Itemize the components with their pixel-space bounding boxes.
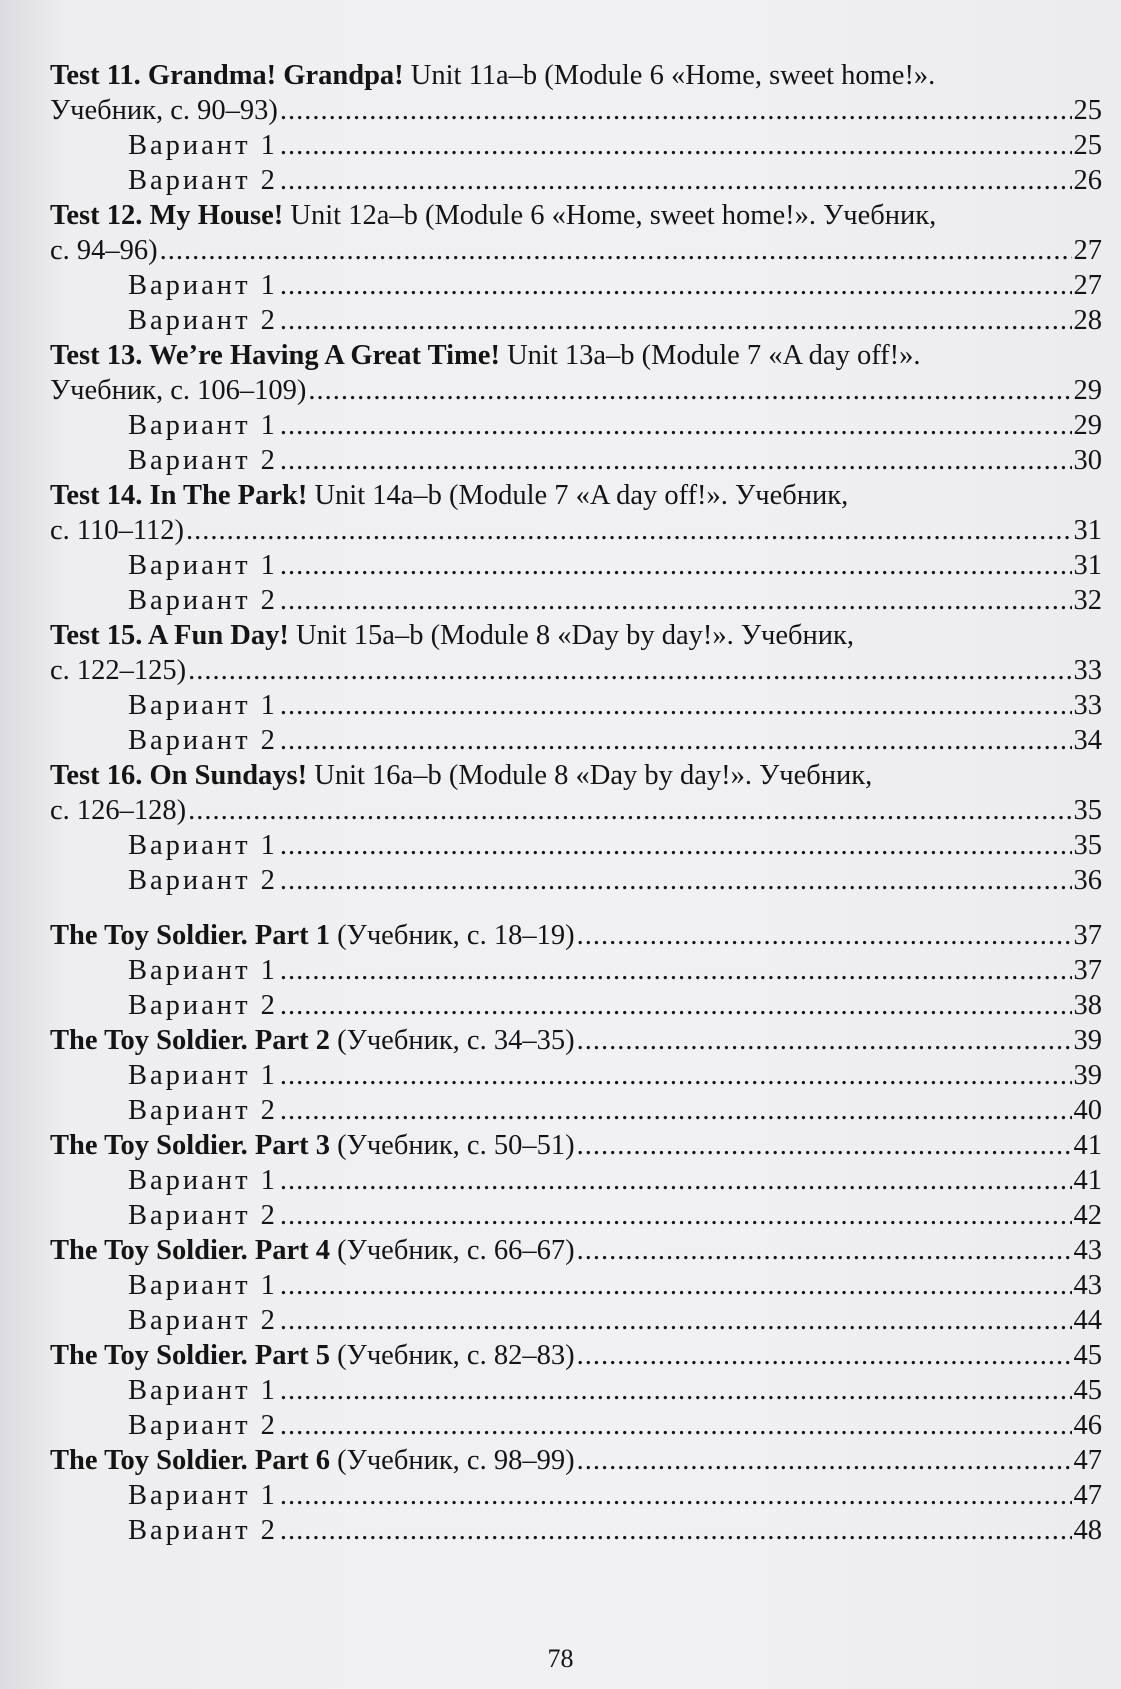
entry-title-bold: The Toy Soldier. Part 5 xyxy=(50,1340,331,1371)
toc-entry-story-part-6 xyxy=(50,1443,1102,1548)
entry-continuation: Учебник, с. 106–109) xyxy=(50,375,307,406)
dot-leader xyxy=(280,583,1072,618)
variant-line xyxy=(50,1513,1102,1548)
page-footer-number: 78 xyxy=(547,1644,574,1673)
variant-line xyxy=(50,303,1102,338)
entry-title-rest: (Учебник, с. 82–83) xyxy=(330,1340,575,1371)
entry-title-rest: (Учебник, с. 98–99) xyxy=(330,1445,575,1476)
variant-line xyxy=(50,863,1102,898)
entry-page-number: 43 xyxy=(1073,1235,1102,1266)
entry-title-bold: The Toy Soldier. Part 6 xyxy=(50,1445,331,1476)
entry-title-line xyxy=(50,58,1102,93)
dot-leader xyxy=(280,268,1072,303)
toc-entry-story-part-5 xyxy=(50,1338,1102,1443)
variant-line xyxy=(50,1198,1102,1233)
dot-leader xyxy=(280,93,1072,128)
variant-page-number: 40 xyxy=(1073,1095,1102,1126)
dot-leader xyxy=(280,163,1072,198)
variant-label: Вариант 2 xyxy=(128,1095,278,1126)
variant-line xyxy=(50,268,1102,303)
dot-leader xyxy=(280,1058,1072,1093)
entry-continuation: Учебник, с. 90–93) xyxy=(50,95,278,126)
variant-label: Вариант 2 xyxy=(128,990,278,1021)
variant-line xyxy=(50,1093,1102,1128)
entry-title-line xyxy=(50,1233,1102,1268)
variant-label: Вариант 1 xyxy=(128,690,278,721)
entry-title-rest: (Учебник, с. 18–19) xyxy=(330,920,575,951)
variant-page-number: 31 xyxy=(1073,550,1102,581)
section-gap xyxy=(50,898,1102,918)
dot-leader xyxy=(280,1198,1072,1233)
entry-title-bold: The Toy Soldier. Part 1 xyxy=(50,920,331,951)
dot-leader xyxy=(280,1268,1072,1303)
dot-leader xyxy=(280,1163,1072,1198)
entry-continuation-line xyxy=(50,653,1102,688)
variant-label: Вариант 1 xyxy=(128,410,278,441)
variant-label: Вариант 1 xyxy=(128,130,278,161)
entry-title-bold: Test 12. My House! xyxy=(50,200,284,231)
variant-line xyxy=(50,1373,1102,1408)
entry-continuation-line xyxy=(50,373,1102,408)
variant-line xyxy=(50,688,1102,723)
entry-title-rest: Unit 11a–b (Module 6 «Home, sweet home!». xyxy=(403,60,936,91)
entry-page-number: 39 xyxy=(1073,1025,1102,1056)
variant-page-number: 41 xyxy=(1073,1165,1102,1196)
entry-continuation-line xyxy=(50,233,1102,268)
variant-page-number: 32 xyxy=(1073,585,1102,616)
entry-continuation: с. 126–128) xyxy=(50,795,187,826)
variant-page-number: 43 xyxy=(1073,1270,1102,1301)
entry-page-number: 27 xyxy=(1073,235,1102,266)
entry-page-number: 37 xyxy=(1073,920,1102,951)
variant-page-number: 45 xyxy=(1073,1375,1102,1406)
entry-title-rest: Unit 12a–b (Module 6 «Home, sweet home!». Учебник, xyxy=(283,200,937,231)
dot-leader xyxy=(280,828,1072,863)
dot-leader xyxy=(280,1513,1072,1548)
toc-entry-test-11 xyxy=(50,58,1102,198)
dot-leader xyxy=(577,1233,1072,1268)
variant-line xyxy=(50,1268,1102,1303)
variant-label: Вариант 2 xyxy=(128,1410,278,1441)
variant-line xyxy=(50,828,1102,863)
dot-leader xyxy=(160,233,1072,268)
entry-title-line xyxy=(50,618,1102,653)
variant-label: Вариант 2 xyxy=(128,865,278,896)
entry-title-rest: (Учебник, с. 66–67) xyxy=(330,1235,575,1266)
variant-line xyxy=(50,443,1102,478)
variant-label: Вариант 1 xyxy=(128,1165,278,1196)
table-of-contents xyxy=(50,58,1102,1548)
variant-label: Вариант 2 xyxy=(128,585,278,616)
variant-page-number: 30 xyxy=(1073,445,1102,476)
entry-title-bold: Test 15. A Fun Day! xyxy=(50,620,289,651)
variant-page-number: 29 xyxy=(1073,410,1102,441)
dot-leader xyxy=(280,1373,1072,1408)
entry-title-rest: Unit 15a–b (Module 8 «Day by day!». Учебник, xyxy=(288,620,854,651)
entry-page-number: 47 xyxy=(1073,1445,1102,1476)
variant-label: Вариант 1 xyxy=(128,1480,278,1511)
dot-leader xyxy=(577,918,1072,953)
toc-entry-story-part-1 xyxy=(50,918,1102,1023)
entry-continuation-line xyxy=(50,93,1102,128)
dot-leader xyxy=(308,373,1071,408)
variant-line xyxy=(50,163,1102,198)
variant-page-number: 27 xyxy=(1073,270,1102,301)
entry-continuation-line xyxy=(50,793,1102,828)
entry-title-line xyxy=(50,198,1102,233)
toc-entry-story-part-2 xyxy=(50,1023,1102,1128)
dot-leader xyxy=(280,1093,1072,1128)
variant-page-number: 25 xyxy=(1073,130,1102,161)
dot-leader xyxy=(280,408,1072,443)
variant-label: Вариант 1 xyxy=(128,270,278,301)
variant-label: Вариант 1 xyxy=(128,550,278,581)
entry-title-line xyxy=(50,1338,1102,1373)
dot-leader xyxy=(280,443,1072,478)
entry-title-line xyxy=(50,1443,1102,1478)
variant-line xyxy=(50,1163,1102,1198)
dot-leader xyxy=(577,1128,1072,1163)
entry-title-rest: Unit 13a–b (Module 7 «A day off!». xyxy=(499,340,921,371)
toc-entry-test-14 xyxy=(50,478,1102,618)
dot-leader xyxy=(186,513,1071,548)
variant-line xyxy=(50,1303,1102,1338)
dot-leader xyxy=(280,303,1072,338)
dot-leader xyxy=(577,1338,1072,1373)
variant-line xyxy=(50,583,1102,618)
entry-page-number: 33 xyxy=(1073,655,1102,686)
dot-leader xyxy=(280,128,1072,163)
variant-label: Вариант 1 xyxy=(128,1270,278,1301)
entry-title-line xyxy=(50,338,1102,373)
dot-leader xyxy=(280,548,1072,583)
variant-line xyxy=(50,128,1102,163)
entry-continuation: с. 94–96) xyxy=(50,235,158,266)
variant-label: Вариант 2 xyxy=(128,305,278,336)
entry-title-bold: Test 13. We’re Having A Great Time! xyxy=(50,340,500,371)
dot-leader xyxy=(280,688,1072,723)
entry-title-rest: (Учебник, с. 34–35) xyxy=(330,1025,575,1056)
entry-page-number: 25 xyxy=(1073,95,1102,126)
entry-title-rest: (Учебник, с. 50–51) xyxy=(330,1130,575,1161)
variant-page-number: 33 xyxy=(1073,690,1102,721)
variant-line xyxy=(50,408,1102,443)
entry-page-number: 35 xyxy=(1073,795,1102,826)
entry-page-number: 29 xyxy=(1073,375,1102,406)
variant-label: Вариант 2 xyxy=(128,445,278,476)
toc-entry-test-13 xyxy=(50,338,1102,478)
variant-page-number: 37 xyxy=(1073,955,1102,986)
variant-label: Вариант 2 xyxy=(128,1305,278,1336)
variant-page-number: 48 xyxy=(1073,1515,1102,1546)
entry-title-bold: Test 14. In The Park! xyxy=(50,480,308,511)
variant-label: Вариант 2 xyxy=(128,1515,278,1546)
entry-title-rest: Unit 14a–b (Module 7 «A day off!». Учебник, xyxy=(307,480,849,511)
toc-entry-test-16 xyxy=(50,758,1102,898)
variant-label: Вариант 1 xyxy=(128,1060,278,1091)
variant-page-number: 46 xyxy=(1073,1410,1102,1441)
entry-continuation: с. 122–125) xyxy=(50,655,187,686)
variant-page-number: 39 xyxy=(1073,1060,1102,1091)
variant-label: Вариант 1 xyxy=(128,1375,278,1406)
entry-title-bold: The Toy Soldier. Part 3 xyxy=(50,1130,331,1161)
dot-leader xyxy=(280,863,1072,898)
variant-page-number: 36 xyxy=(1073,865,1102,896)
dot-leader xyxy=(280,988,1072,1023)
entry-title-bold: Test 11. Grandma! Grandpa! xyxy=(50,60,404,91)
variant-page-number: 38 xyxy=(1073,990,1102,1021)
variant-label: Вариант 1 xyxy=(128,955,278,986)
dot-leader xyxy=(577,1443,1072,1478)
entry-title-bold: The Toy Soldier. Part 2 xyxy=(50,1025,331,1056)
variant-page-number: 34 xyxy=(1073,725,1102,756)
entry-continuation: с. 110–112) xyxy=(50,515,185,546)
variant-line xyxy=(50,1058,1102,1093)
toc-entry-story-part-3 xyxy=(50,1128,1102,1233)
variant-page-number: 44 xyxy=(1073,1305,1102,1336)
variant-label: Вариант 2 xyxy=(128,165,278,196)
dot-leader xyxy=(280,723,1072,758)
entry-continuation-line xyxy=(50,513,1102,548)
variant-line xyxy=(50,1478,1102,1513)
toc-entry-test-15 xyxy=(50,618,1102,758)
variant-line xyxy=(50,988,1102,1023)
variant-line xyxy=(50,723,1102,758)
toc-entry-story-part-4 xyxy=(50,1233,1102,1338)
toc-entry-test-12 xyxy=(50,198,1102,338)
dot-leader xyxy=(577,1023,1072,1058)
entry-title-rest: Unit 16a–b (Module 8 «Day by day!». Учебник, xyxy=(307,760,873,791)
variant-page-number: 47 xyxy=(1073,1480,1102,1511)
dot-leader xyxy=(188,653,1071,688)
entry-title-bold: Test 16. On Sundays! xyxy=(50,760,308,791)
variant-line xyxy=(50,953,1102,988)
dot-leader xyxy=(280,1478,1072,1513)
entry-page-number: 31 xyxy=(1073,515,1102,546)
dot-leader xyxy=(280,1303,1072,1338)
dot-leader xyxy=(188,793,1071,828)
entry-title-bold: The Toy Soldier. Part 4 xyxy=(50,1235,331,1266)
variant-label: Вариант 2 xyxy=(128,725,278,756)
variant-page-number: 28 xyxy=(1073,305,1102,336)
entry-page-number: 41 xyxy=(1073,1130,1102,1161)
dot-leader xyxy=(280,953,1072,988)
variant-line xyxy=(50,1408,1102,1443)
entry-page-number: 45 xyxy=(1073,1340,1102,1371)
entry-title-line xyxy=(50,478,1102,513)
entry-title-line xyxy=(50,758,1102,793)
variant-page-number: 42 xyxy=(1073,1200,1102,1231)
variant-label: Вариант 1 xyxy=(128,830,278,861)
variant-line xyxy=(50,548,1102,583)
dot-leader xyxy=(280,1408,1072,1443)
variant-label: Вариант 2 xyxy=(128,1200,278,1231)
entry-title-line xyxy=(50,1128,1102,1163)
entry-title-line xyxy=(50,918,1102,953)
variant-page-number: 35 xyxy=(1073,830,1102,861)
variant-page-number: 26 xyxy=(1073,165,1102,196)
entry-title-line xyxy=(50,1023,1102,1058)
